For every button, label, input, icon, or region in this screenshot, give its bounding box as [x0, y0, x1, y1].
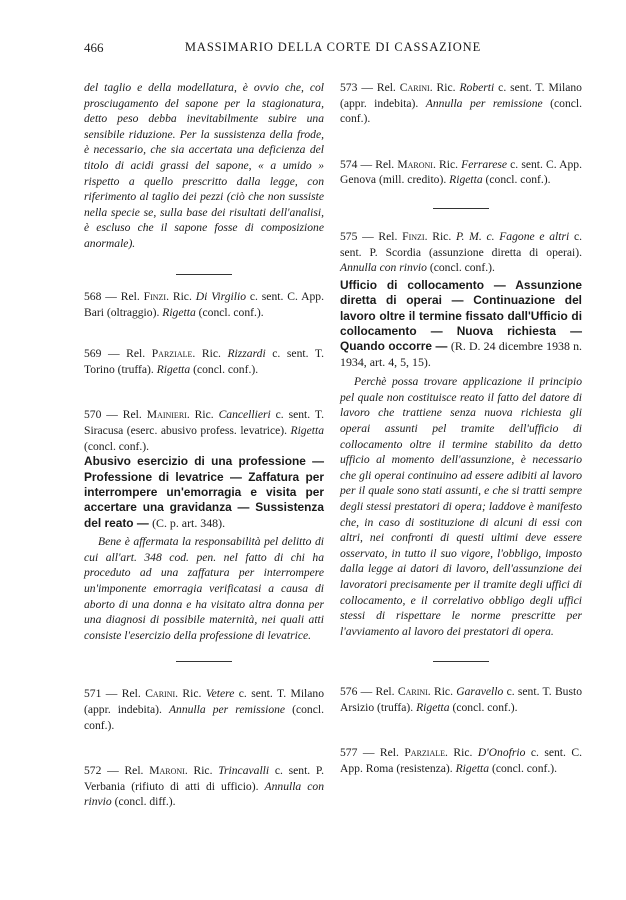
outcome: Rigetta [416, 700, 450, 714]
outcome: Rigetta [449, 173, 483, 187]
section-heading: Ufficio di collocamento — Assunzione diretta di operai — Continuazione del lavoro oltre il termine fissato dall'Ufficio di collocamento — Nuova richiesta — Quando occorre — (R. D. 24 dicembre 1938 n. 1934, art. 4, 5, 15). [340, 277, 582, 369]
judge-name: Finzi [143, 290, 167, 303]
outcome: Rigetta [455, 762, 490, 776]
page-number: 466 [84, 40, 104, 55]
judge-name: Parziale [404, 746, 446, 760]
party-name: D'Onofrio [477, 746, 526, 760]
judge-name: Mainieri [146, 408, 187, 422]
entry-574: 574 — Rel. Maroni. Ric. Ferrarese c. sent. C. App. Genova (mill. credito). Rigetta (concl. conf.). [340, 157, 582, 187]
entry-577: 577 — Rel. Parziale. Ric. D'Onofrio c. sent. C. App. Roma (resistenza). Rigetta (concl. conf.). [340, 746, 582, 776]
outcome: Annulla con rinvio [340, 261, 427, 275]
party-name: Trincavalli [218, 764, 270, 778]
judge-name: Carini [397, 685, 428, 699]
running-title: MASSIMARIO DELLA CORTE DI CASSAZIONE [184, 40, 482, 54]
right-column [340, 80, 582, 777]
judge-name: Maroni [397, 157, 433, 171]
party-name: P. M. c. Fagone e altri [455, 229, 570, 243]
party-name: Garavello [456, 685, 504, 699]
entry-569: 569 — Rel. Parziale. Ric. Rizzardi c. sent. T. Torino (truffa). Rigetta (concl. conf.). [84, 347, 324, 376]
party-name: Rizzardi [227, 347, 266, 361]
party-name: Roberti [459, 81, 495, 94]
judge-name: Carini [399, 81, 430, 94]
entry-573: 573 — Rel. Carini. Ric. Roberti c. sent. T. Milano (appr. indebita). Annulla per remissione (concl. conf.). [340, 81, 583, 126]
page-header [84, 40, 582, 60]
maxim-text: Bene è affermata la responsabilità pel delitto di cui all'art. 348 cod. pen. nel fatto di chi ha proceduto ad una zaffatura per interrompere un'imponente emorragia verificatasi a causa di aborto di una donna e ha visitato altra donna per una diagnosi di possibile maternità, nei quali atti consiste l'esercizio della professione di levatrice. [84, 535, 324, 642]
continued-text: del taglio e della modellatura, è ovvio che, col prosciugamento del sapone per la stagionatura, detto peso debba inevitabilmente subire una sensibile riduzione. Per la sussistenza della frode, è necessario, che sia accertata una deficienza del titolo di acidi grassi del sapone, « a umido » rispetto a quello prescritto dalla legge, con riferimento al taglio dei pezzi (ciò che non sussiste nella specie se, sulla base dei risultati dell'analisi, è escluso che il sapone fosse di composizione anormale). [84, 81, 324, 250]
outcome: Rigetta [156, 362, 191, 376]
legal-citation: (R. D. 24 dicembre 1938 n. 1934, art. 4, 5, 15). [340, 339, 582, 369]
section-heading: Abusivo esercizio di una professione — Professione di levatrice — Zaffatura per interrompere un'emorragia e visita per accertare una gravidanza — Sussistenza del reato — (C. p. art. 348). [84, 454, 324, 530]
entry-572: 572 — Rel. Maroni. Ric. Trincavalli c. sent. P. Verbania (rifiuto di atti di ufficio). Annulla con rinvio (concl. diff.). [84, 764, 324, 809]
outcome: Annulla per remissione [425, 96, 543, 110]
judge-name: Carini [145, 687, 176, 701]
entry-575: 575 — Rel. Finzi. Ric. P. M. c. Fagone e altri c. sent. P. Scordia (assunzione diretta di operai). Annulla con rinvio (concl. conf.). [340, 229, 582, 275]
entry-text: 568 — Rel. [84, 290, 144, 303]
outcome: Annulla per remissione [168, 702, 286, 716]
entry-576: 576 — Rel. Carini. Ric. Garavello c. sent. T. Busto Arsizio (truffa). Rigetta (concl. conf.). [340, 685, 582, 714]
party-name: Cancellieri [218, 408, 271, 422]
entry-568: 568 — Rel. Finzi. Ric. Di Virgilio c. sent. C. App. Bari (oltraggio). Rigetta (concl. conf.). [84, 290, 324, 319]
outcome: Annulla con rinvio [84, 779, 324, 809]
legal-citation: (C. p. art. 348). [152, 515, 226, 530]
party-name: Ferrarese [461, 157, 508, 171]
party-name: Di Virgilio [195, 290, 246, 303]
maxim-text: Perchè possa trovare applicazione il principio pel quale non costituisce reato il fatto del datore di lavoro che trattiene senza nuova richiesta gli operai assunti pel tramite dell'ufficio di collocamento oltre il termine stabilito da detto ufficio al momento dell'assunzione, è necessario che gli operai continuino ad essere adibiti al lavoro per il quale sono stati assunti, e che si tratti sempre degli stessi prestatori di opera; laddove è manifesto che, in caso di sostituzione di alcuni di essi con altri, nei confronti di questi ultimi deve essere osservato, in tutto il suo vigore, l'obbligo, imposto dalla legge ai datori di lavoro, dell'assunzione dei lavoratori precisamente per il tramite degli uffici di collocamento, e il correlativo obbligo degli uffici stessi di rispettare le norme prescritte per l'avviamento al lavoro dei prestatori di opera. [340, 375, 582, 638]
outcome: Rigetta [162, 305, 196, 319]
judge-name: Maroni [149, 764, 185, 778]
party-name: Vetere [205, 687, 235, 701]
left-column [84, 80, 324, 810]
judge-name: Finzi [402, 229, 425, 243]
judge-name: Parziale [151, 347, 193, 361]
entry-570: 570 — Rel. Mainieri. Ric. Cancellieri c. sent. T. Siracusa (eserc. abusivo profess. levatrice). Rigetta (concl. conf.). [84, 408, 324, 453]
entry-571: 571 — Rel. Carini. Ric. Vetere c. sent. T. Milano (appr. indebita). Annulla per remissione (concl. conf.). [84, 687, 324, 732]
outcome: Rigetta [290, 423, 324, 437]
